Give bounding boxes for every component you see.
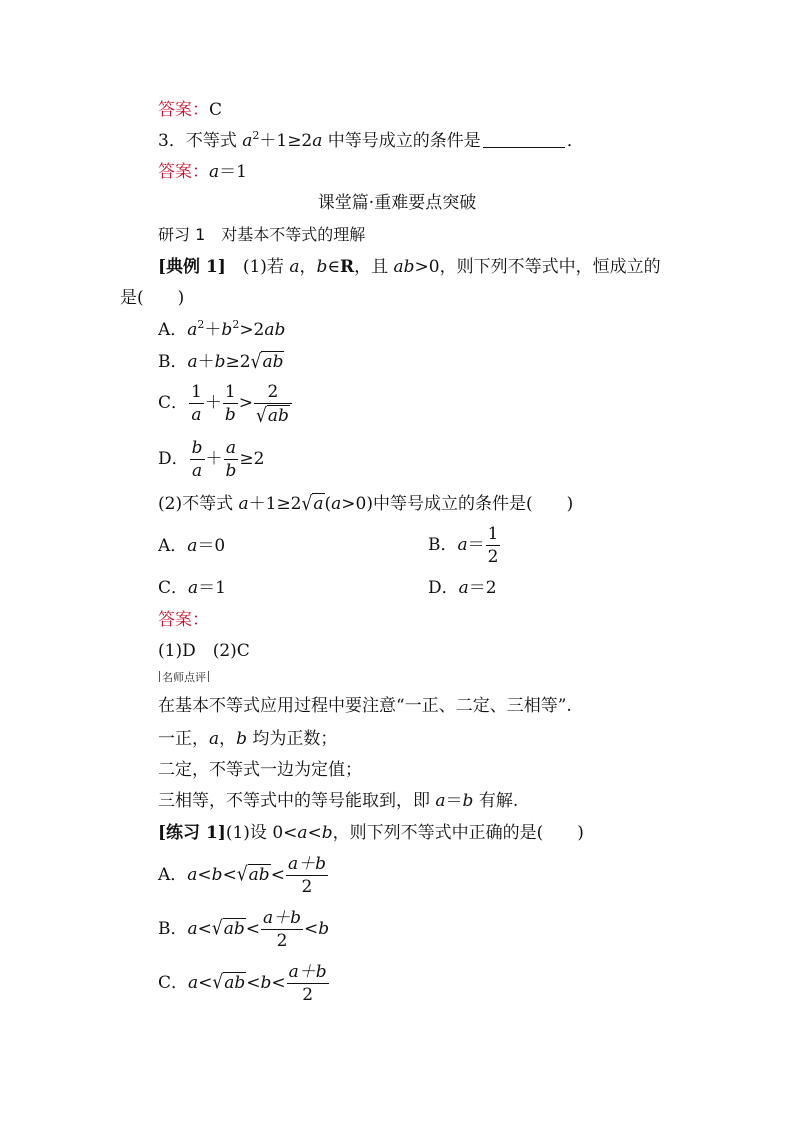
- numerator: b: [191, 438, 203, 458]
- var-a: a: [188, 973, 199, 993]
- numerator: a＋b: [288, 962, 327, 982]
- numerator: 1: [487, 524, 499, 544]
- var-a: a: [331, 494, 342, 514]
- option-label: A．: [158, 320, 188, 340]
- note-text: 一正，: [158, 729, 209, 749]
- sqrt: √ab: [212, 971, 246, 995]
- note-text: ，: [219, 729, 237, 749]
- option-label: A．: [158, 536, 188, 556]
- note-line-2: [158, 727, 337, 751]
- answer-value: ＝1: [219, 162, 247, 182]
- radicand: a: [313, 494, 324, 514]
- denominator: b: [225, 461, 237, 481]
- numerator: a: [224, 438, 239, 460]
- fraction: [486, 524, 501, 567]
- option-2d: [428, 576, 497, 600]
- var-a: a: [187, 320, 198, 340]
- op: <: [307, 823, 322, 843]
- practice-1-stem: [158, 821, 584, 845]
- note-line-1: 在基本不等式应用过程中要注意“一正、二定、三相等”.: [158, 696, 572, 716]
- note-text: 均为正数；: [247, 729, 338, 749]
- op: ＋: [204, 393, 222, 413]
- answer-label: 答案：: [158, 162, 209, 182]
- op: <: [198, 973, 213, 993]
- q3-end: ．: [566, 131, 584, 151]
- question-3: [158, 129, 584, 153]
- answer-var: a: [209, 162, 220, 182]
- var-a: a: [188, 578, 199, 598]
- option-c: [158, 380, 293, 426]
- op: >2: [239, 320, 265, 340]
- sqrt: √ab: [211, 917, 245, 941]
- var-b: b: [316, 257, 328, 277]
- var-b: b: [260, 973, 272, 993]
- op: <: [197, 865, 212, 885]
- option-2b: [428, 520, 501, 570]
- q3-text-3: 中等号成立的条件是: [322, 131, 481, 151]
- denominator: b: [224, 405, 236, 425]
- fraction: [223, 382, 238, 425]
- denominator: 2: [301, 877, 313, 897]
- value: ＝0: [197, 536, 226, 556]
- var-a: a: [209, 729, 220, 749]
- note-line-4: [158, 789, 518, 813]
- denominator: 2: [302, 985, 314, 1005]
- stem-text: ∈: [327, 257, 340, 277]
- note-text: 三相等，不等式中的等号能取到，即: [158, 791, 436, 811]
- op: ＝: [445, 791, 463, 811]
- q3-text-2: ＋1≥2: [259, 131, 313, 151]
- denominator: a: [191, 405, 202, 425]
- radicand: ab: [248, 865, 270, 885]
- var-b: b: [236, 729, 248, 749]
- answer-label-line: [158, 608, 209, 632]
- badge-text: 名师点评: [162, 671, 206, 684]
- practice-option-c: [158, 960, 330, 1006]
- op: <: [270, 865, 285, 885]
- stem-text: ，且: [354, 257, 394, 277]
- var-b: b: [318, 919, 330, 939]
- var-a: a: [457, 535, 468, 555]
- var-a: a: [238, 494, 249, 514]
- fraction: [261, 908, 303, 951]
- q3-text-1: 不等式: [185, 131, 243, 151]
- option-label: B．: [428, 535, 458, 555]
- stem-text: >0，则下列不等式中，恒成立的: [414, 257, 661, 277]
- numerator: a＋b: [287, 854, 326, 874]
- stem-text: (1)设 0<: [225, 823, 298, 843]
- stem-text: ，则下列不等式中正确的是( ): [332, 823, 584, 843]
- denominator: a: [192, 461, 203, 481]
- numerator: 1: [223, 382, 238, 404]
- section-title: 课堂篇·重难要点突破: [317, 193, 477, 213]
- option-label: B．: [158, 919, 188, 939]
- var-a: a: [187, 919, 198, 939]
- op: <: [245, 919, 261, 939]
- op: ＋1≥2: [248, 494, 302, 514]
- exp: 2: [232, 318, 240, 331]
- var-a: a: [187, 865, 198, 885]
- example-1-stem-line2: 是( ): [120, 288, 185, 308]
- fraction: [224, 438, 239, 481]
- paren: (: [324, 494, 332, 514]
- stem-text: ，: [299, 257, 317, 277]
- op: ＝: [467, 535, 485, 555]
- fraction: [287, 962, 329, 1005]
- option-label: D．: [158, 449, 189, 469]
- op: ≥2: [225, 352, 251, 372]
- op: <: [246, 973, 261, 993]
- practice-tag: [练习 1]: [158, 823, 226, 843]
- q3-var-a: a: [242, 131, 253, 151]
- value: ＝2: [468, 578, 497, 598]
- note-line-3: 二定，不等式一边为定值；: [158, 760, 362, 780]
- option-d: [158, 436, 264, 482]
- var-a: a: [289, 257, 300, 277]
- teacher-comment-badge: [157, 671, 211, 685]
- op: ≥2: [239, 449, 265, 469]
- stem-text: (1)若: [225, 257, 290, 277]
- var-b: b: [221, 320, 233, 340]
- fraction: [189, 382, 204, 425]
- var-ab: ab: [393, 257, 415, 277]
- q3-exp: 2: [252, 129, 260, 142]
- var-b: b: [211, 865, 223, 885]
- note-text: 有解.: [473, 791, 519, 811]
- op: ＋: [197, 352, 215, 372]
- numerator: 1: [191, 382, 202, 402]
- fraction: [190, 438, 205, 481]
- op: <: [271, 973, 286, 993]
- example-1-part-2: [158, 492, 573, 516]
- stem-text: (2)不等式: [158, 494, 239, 514]
- op: >: [238, 393, 253, 413]
- op: ＋: [204, 320, 222, 340]
- denominator: 2: [487, 547, 499, 567]
- practice-option-b: [158, 906, 329, 952]
- var-a: a: [187, 536, 198, 556]
- option-a: [158, 318, 285, 342]
- op: <: [197, 919, 212, 939]
- option-2c: [158, 576, 226, 600]
- question-number: 3．: [158, 131, 186, 151]
- var-ab: ab: [264, 320, 286, 340]
- real-set: R: [339, 257, 355, 277]
- fraction: [254, 382, 292, 426]
- option-label: B．: [158, 352, 188, 372]
- radicand: ab: [223, 919, 245, 939]
- numerator: 2: [254, 382, 292, 404]
- op: ＋: [205, 449, 223, 469]
- answer-label: 答案：: [158, 100, 209, 120]
- stem-text: >0)中等号成立的条件是( ): [341, 494, 574, 514]
- option-2a: [158, 534, 225, 558]
- option-b: [158, 350, 284, 374]
- denominator: √ab: [255, 404, 289, 427]
- var-b: b: [321, 823, 333, 843]
- sqrt: √ab: [236, 863, 270, 887]
- radicand: ab: [224, 973, 246, 993]
- var-b: b: [462, 791, 474, 811]
- var-a: a: [458, 578, 469, 598]
- option-label: D．: [428, 578, 459, 598]
- value: ＝1: [198, 578, 226, 598]
- option-label: C．: [158, 973, 189, 993]
- option-label: C．: [158, 393, 189, 413]
- denominator: 2: [276, 931, 288, 951]
- exp: 2: [197, 318, 205, 331]
- op: <: [304, 919, 319, 939]
- option-label: A．: [158, 865, 188, 885]
- answer-label: 答案：: [158, 610, 209, 630]
- answer-value: C: [209, 100, 223, 120]
- q3-var-a2: a: [312, 131, 323, 151]
- fraction: [286, 854, 328, 897]
- question-3-answer: [158, 160, 247, 184]
- fill-blank: [483, 131, 565, 148]
- radicand: ab: [267, 405, 289, 426]
- sqrt: √a: [301, 492, 324, 516]
- answer-value-line: (1)D (2)C: [158, 641, 250, 661]
- numerator: a＋b: [263, 908, 302, 928]
- example-1-stem: [158, 255, 661, 279]
- var-a: a: [435, 791, 446, 811]
- example-tag: [典例 1]: [158, 257, 226, 277]
- var-b: b: [214, 352, 226, 372]
- previous-answer: [158, 98, 222, 122]
- radicand: ab: [262, 352, 284, 372]
- sqrt: √ab: [250, 350, 284, 374]
- var-a: a: [187, 352, 198, 372]
- op: <: [222, 865, 237, 885]
- option-label: C．: [158, 578, 189, 598]
- study-heading: 研习 1 对基本不等式的理解: [158, 225, 366, 244]
- var-a: a: [297, 823, 308, 843]
- practice-option-a: [158, 852, 329, 898]
